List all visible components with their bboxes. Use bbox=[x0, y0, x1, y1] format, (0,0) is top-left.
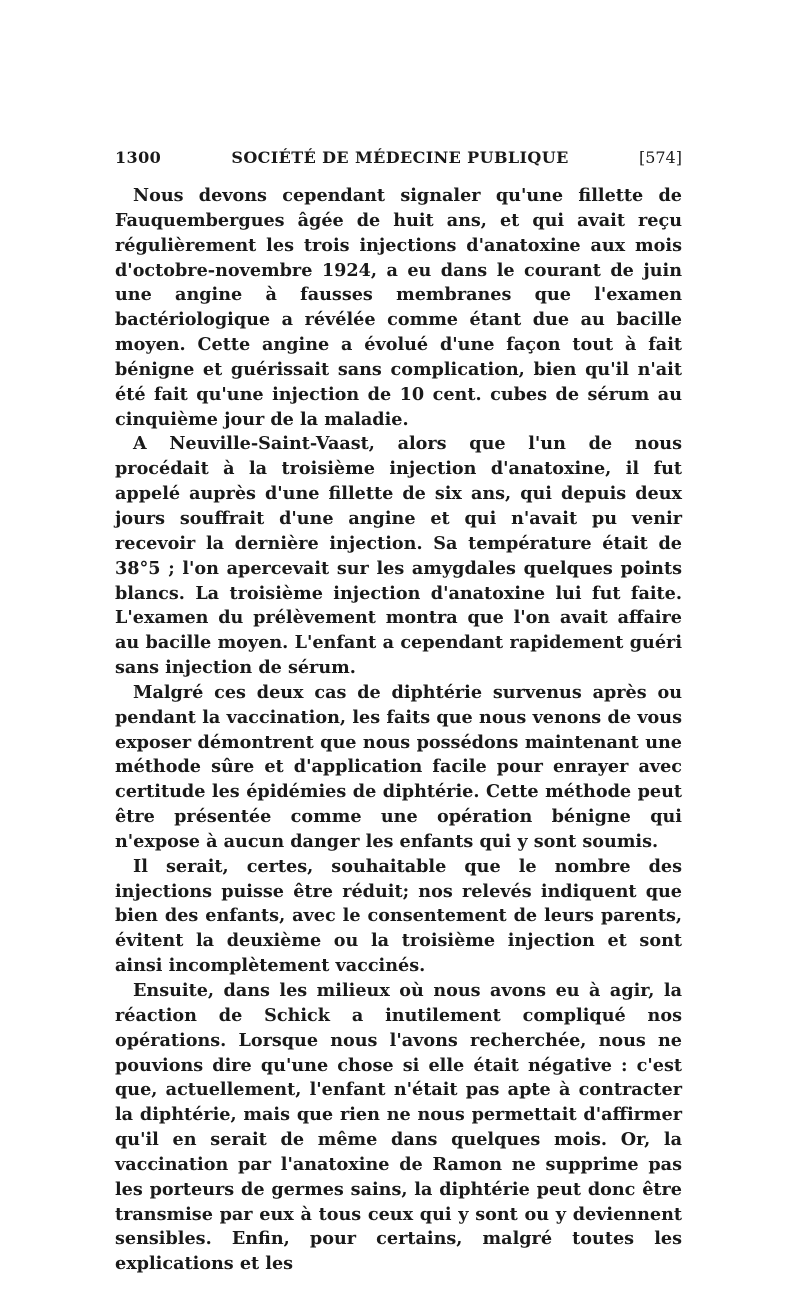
paragraph: Il serait, certes, souhaitable que le nombre des injections puisse être réduit; nos relevés indiquent que bien des enfants, avec le consentement de leurs parents, évitent la deuxième ou la troisième injection et sont ainsi incomplètement vaccinés. bbox=[115, 855, 682, 977]
paragraph: Malgré ces deux cas de diphtérie survenus après ou pendant la vaccination, les faits que nous venons de vous exposer démontrent que nous possédons maintenant une méthode sûre et d'application facile pour enrayer avec certitude les épidémies de diphtérie. Cette méthode peut être présentée comme une opération bénigne qui n'expose à aucun danger les enfants qui y sont soumis. bbox=[115, 681, 682, 852]
journal-title: SOCIÉTÉ DE MÉDECINE PUBLIQUE bbox=[231, 148, 569, 167]
paragraph: Nous devons cependant signaler qu'une fillette de Fauquembergues âgée de huit ans, et qui avait reçu régulièrement les trois injections d'anatoxine aux mois d'octobre-novembre 1924, a eu dans le courant de juin une angine à fausses membranes que l'examen bactériologique a révélée comme étant due au bacille moyen. Cette angine a évolué d'une façon tout à fait bénigne et guérissait sans complication, bien qu'il n'ait été fait qu'une injection de 10 cent. cubes de sérum au cinquième jour de la maladie. bbox=[115, 185, 682, 430]
original-page-number: [574] bbox=[638, 148, 682, 167]
running-head bbox=[115, 148, 682, 178]
page-number: 1300 bbox=[115, 148, 162, 167]
paragraph: Ensuite, dans les milieux où nous avons eu à agir, la réaction de Schick a inutilement compliqué nos opérations. Lorsque nous l'avons recherchée, nous ne pouvions dire qu'une chose si elle était négative : c'est que, actuellement, l'enfant n'était pas apte à contracter la diphtérie, mais que rien ne nous permettait d'affirmer qu'il en serait de même dans quelques mois. Or, la vaccination par l'anatoxine de Ramon ne supprime pas les porteurs de germes sains, la diphtérie peut donc être transmise par eux à tous ceux qui y sont ou y deviennent sensibles. Enfin, pour certains, malgré toutes les explications et les bbox=[115, 980, 682, 1275]
paragraph: A Neuville-Saint-Vaast, alors que l'un de nous procédait à la troisième injection d'anatoxine, il fut appelé auprès d'une fillette de six ans, qui depuis deux jours souffrait d'une angine et qui n'avait pu venir recevoir la dernière injection. Sa température était de 38°5 ; l'on apercevait sur les amygdales quelques points blancs. La troisième injection d'anatoxine lui fut faite. L'examen du prélèvement montra que l'on avait affaire au bacille moyen. L'enfant a cependant rapidement guéri sans injection de sérum. bbox=[115, 433, 682, 679]
body-text bbox=[115, 184, 682, 1277]
document-page bbox=[115, 148, 682, 1277]
